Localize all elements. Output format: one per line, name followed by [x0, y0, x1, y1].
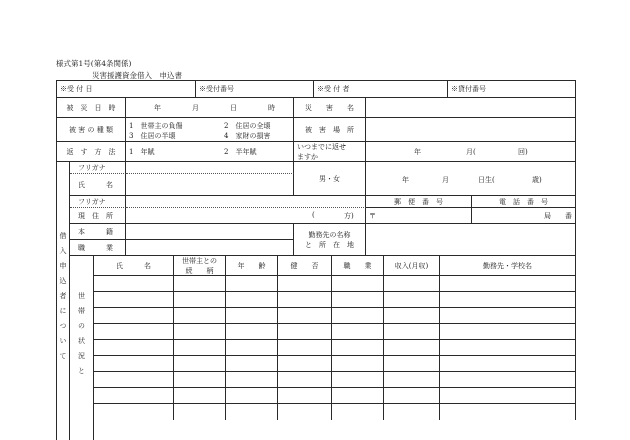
applicant-side-label: 借入申込者について	[59, 232, 67, 367]
disaster-name-label-cell	[294, 98, 366, 118]
household-entry-cell[interactable]	[440, 404, 576, 420]
household-entry-cell[interactable]	[174, 324, 226, 340]
disaster-datetime-label: 被 災 日 時	[66, 103, 116, 112]
household-name-header	[94, 256, 174, 276]
received-number-label: ※受付番号	[199, 85, 234, 93]
application-form-table	[56, 80, 576, 440]
household-relation-header	[174, 256, 226, 276]
postal-mark: 〒	[369, 211, 376, 220]
household-side-label: 世帯の状況と	[77, 292, 86, 382]
household-entry-cell[interactable]	[332, 292, 384, 308]
household-entry-cell[interactable]	[384, 340, 440, 356]
disaster-hour-unit: 時	[268, 104, 275, 112]
gender-option[interactable]: 男・女	[319, 174, 340, 183]
household-entry-cell[interactable]	[94, 324, 174, 340]
address-label-cell	[70, 208, 126, 224]
household-entry-cell[interactable]	[384, 404, 440, 420]
disaster-day-unit: 日	[230, 104, 237, 112]
damage-place-field[interactable]	[366, 118, 576, 142]
damage-option-half-loss[interactable]: 3 住居の半壊	[129, 132, 176, 140]
disaster-name-field[interactable]	[366, 98, 576, 118]
household-entry-cell[interactable]	[94, 372, 174, 388]
birth-day-unit: 日生(	[478, 176, 495, 184]
household-entry-cell[interactable]	[94, 308, 174, 324]
phone-field[interactable]	[472, 208, 576, 224]
household-entry-cell[interactable]	[278, 324, 332, 340]
household-entry-cell[interactable]	[174, 340, 226, 356]
workplace-label-line2: と 所 在 地	[305, 240, 354, 249]
household-entry-cell[interactable]	[226, 356, 278, 372]
workplace-field[interactable]	[366, 224, 576, 256]
damage-type-label: 被 害 の 種 類	[69, 125, 113, 134]
household-entry-cell[interactable]	[278, 404, 332, 420]
repay-method-field[interactable]	[126, 142, 294, 162]
household-entry-cell[interactable]	[226, 372, 278, 388]
household-entry-cell[interactable]	[440, 292, 576, 308]
household-entry-cell[interactable]	[174, 276, 226, 292]
household-entry-cell[interactable]	[278, 356, 332, 372]
damage-option-property[interactable]: 4 家財の損害	[224, 132, 271, 140]
household-entry-cell[interactable]	[94, 292, 174, 308]
household-entry-cell[interactable]	[174, 388, 226, 404]
household-entry-cell[interactable]	[226, 404, 278, 420]
name-label: 氏 名	[78, 180, 113, 189]
household-age-header-text: 年 齢	[237, 261, 266, 270]
form-title: 災害援護資金借入 申込書	[92, 71, 182, 80]
disaster-datetime-label-cell	[56, 98, 126, 118]
repay-option-annual[interactable]: 1 年賦	[129, 148, 155, 156]
household-entry-cell[interactable]	[332, 308, 384, 324]
received-date-label: ※受 付 日	[60, 85, 93, 93]
household-entry-cell[interactable]	[384, 276, 440, 292]
household-entry-cell[interactable]	[94, 340, 174, 356]
repay-until-label-line2: ますか	[297, 152, 318, 161]
household-work-header	[440, 256, 576, 276]
occupation-label-cell	[70, 240, 126, 256]
damage-place-label: 被 害 場 所	[305, 125, 354, 134]
household-entry-cell[interactable]	[332, 276, 384, 292]
applicant-side-label-cell	[56, 162, 70, 440]
household-entry-cell[interactable]	[440, 340, 576, 356]
address-paren-close: 方)	[344, 212, 354, 220]
household-entry-cell[interactable]	[332, 404, 384, 420]
household-entry-cell[interactable]	[332, 340, 384, 356]
household-relation-line1: 世帯主との	[182, 256, 217, 265]
household-entry-cell[interactable]	[174, 372, 226, 388]
household-age-header	[226, 256, 278, 276]
household-entry-cell[interactable]	[174, 356, 226, 372]
address-furigana-field[interactable]	[126, 196, 366, 208]
household-entry-cell[interactable]	[384, 308, 440, 324]
household-entry-cell[interactable]	[278, 276, 332, 292]
household-health-header-text: 健 否	[290, 261, 319, 270]
household-entry-cell[interactable]	[226, 340, 278, 356]
age-unit: 歳)	[532, 176, 542, 184]
household-job-header-text: 職 業	[343, 261, 372, 270]
address-field[interactable]	[126, 208, 366, 224]
household-entry-cell[interactable]	[440, 372, 576, 388]
domicile-field[interactable]	[126, 224, 294, 240]
received-date-cell[interactable]	[56, 80, 196, 98]
postal-field[interactable]	[366, 208, 472, 224]
postal-label: 郵 便 番 号	[394, 197, 443, 206]
household-entry-cell[interactable]	[332, 324, 384, 340]
household-entry-cell[interactable]	[384, 356, 440, 372]
household-entry-cell[interactable]	[94, 388, 174, 404]
disaster-year-unit: 年	[154, 104, 161, 112]
repay-method-label-cell	[56, 142, 126, 162]
name-field[interactable]	[126, 174, 294, 196]
household-entry-cell[interactable]	[384, 292, 440, 308]
household-entry-cell[interactable]	[174, 404, 226, 420]
household-entry-cell[interactable]	[174, 292, 226, 308]
occupation-field[interactable]	[126, 240, 294, 256]
name-label-cell	[70, 174, 126, 196]
occupation-label: 職 業	[78, 243, 113, 252]
household-job-header	[332, 256, 384, 276]
household-entry-cell[interactable]	[278, 340, 332, 356]
disaster-month-unit: 月	[192, 104, 199, 112]
form-reference: 様式第1号(第4条関係)	[56, 59, 132, 68]
loan-number-cell[interactable]	[448, 80, 576, 98]
damage-option-injury[interactable]: 1 世帯主の負傷	[129, 122, 183, 130]
disaster-datetime-field[interactable]	[126, 98, 294, 118]
household-entry-cell[interactable]	[440, 324, 576, 340]
receiver-cell[interactable]	[314, 80, 448, 98]
household-entry-cell[interactable]	[226, 308, 278, 324]
workplace-label-cell	[294, 224, 366, 256]
repay-year-unit: 年	[414, 148, 421, 156]
household-entry-cell[interactable]	[440, 356, 576, 372]
household-relation-line2: 続 柄	[185, 266, 214, 275]
furigana-label-cell	[70, 162, 126, 174]
household-entry-cell[interactable]	[94, 404, 174, 420]
disaster-name-label: 災 害 名	[305, 103, 354, 112]
domicile-label-cell	[70, 224, 126, 240]
repay-until-field[interactable]	[366, 142, 576, 162]
household-entry-cell[interactable]	[384, 372, 440, 388]
phone-label: 電 話 番 号	[499, 197, 548, 206]
repay-until-label-cell	[294, 142, 366, 162]
repay-times-unit: 回)	[518, 148, 528, 156]
household-entry-cell[interactable]	[332, 356, 384, 372]
household-health-header	[278, 256, 332, 276]
domicile-label: 本 籍	[78, 227, 113, 236]
damage-option-total-loss[interactable]: 2 住居の全壊	[224, 122, 271, 130]
household-entry-cell[interactable]	[332, 372, 384, 388]
repay-method-label: 返 す 方 法	[66, 147, 116, 156]
furigana-label: フリガナ	[78, 163, 106, 172]
received-number-cell[interactable]	[196, 80, 314, 98]
repay-month-unit: 月(	[466, 148, 476, 156]
household-entry-cell[interactable]	[278, 388, 332, 404]
household-name-header-text: 氏 名	[116, 261, 151, 270]
household-entry-cell[interactable]	[278, 372, 332, 388]
household-income-header-text: 収入(月収)	[394, 261, 429, 270]
household-entry-cell[interactable]	[226, 292, 278, 308]
address-furigana-label: フリガナ	[78, 197, 106, 206]
phone-exchange-label: 局 番	[544, 211, 572, 220]
household-entry-cell[interactable]	[440, 308, 576, 324]
household-entry-cell[interactable]	[384, 324, 440, 340]
household-entry-cell[interactable]	[278, 308, 332, 324]
household-work-header-text: 勤務先・学校名	[483, 261, 532, 270]
household-side-label-cell	[70, 256, 94, 440]
household-entry-cell[interactable]	[226, 276, 278, 292]
household-entry-cell[interactable]	[94, 276, 174, 292]
address-label: 現 住 所	[78, 211, 113, 220]
household-entry-cell[interactable]	[226, 324, 278, 340]
birth-year-unit: 年	[402, 176, 409, 184]
loan-number-label: ※貸付番号	[451, 85, 486, 93]
household-income-header	[384, 256, 440, 276]
birthdate-field[interactable]	[366, 162, 576, 196]
receiver-label: ※受 付 者	[317, 85, 350, 93]
address-paren-open: (	[312, 211, 315, 219]
household-entry-cell[interactable]	[332, 388, 384, 404]
furigana-field[interactable]	[126, 162, 294, 174]
household-entry-cell[interactable]	[440, 276, 576, 292]
household-entry-cell[interactable]	[384, 388, 440, 404]
household-entry-cell[interactable]	[440, 388, 576, 404]
damage-type-label-cell	[56, 118, 126, 142]
address-furigana-label-cell	[70, 196, 126, 208]
household-entry-cell[interactable]	[94, 356, 174, 372]
household-entry-cell[interactable]	[278, 292, 332, 308]
household-entry-cell[interactable]	[226, 388, 278, 404]
repay-until-label-line1: いつまでに返せ	[297, 142, 346, 151]
postal-label-cell	[366, 196, 472, 208]
phone-label-cell	[472, 196, 576, 208]
gender-cell[interactable]	[294, 162, 366, 196]
repay-option-semiannual[interactable]: 2 半年賦	[224, 148, 257, 156]
damage-place-label-cell	[294, 118, 366, 142]
birth-month-unit: 月	[442, 176, 449, 184]
workplace-label-line1: 勤務先の名称	[308, 230, 351, 239]
household-entry-cell[interactable]	[174, 308, 226, 324]
damage-type-field[interactable]	[126, 118, 294, 142]
